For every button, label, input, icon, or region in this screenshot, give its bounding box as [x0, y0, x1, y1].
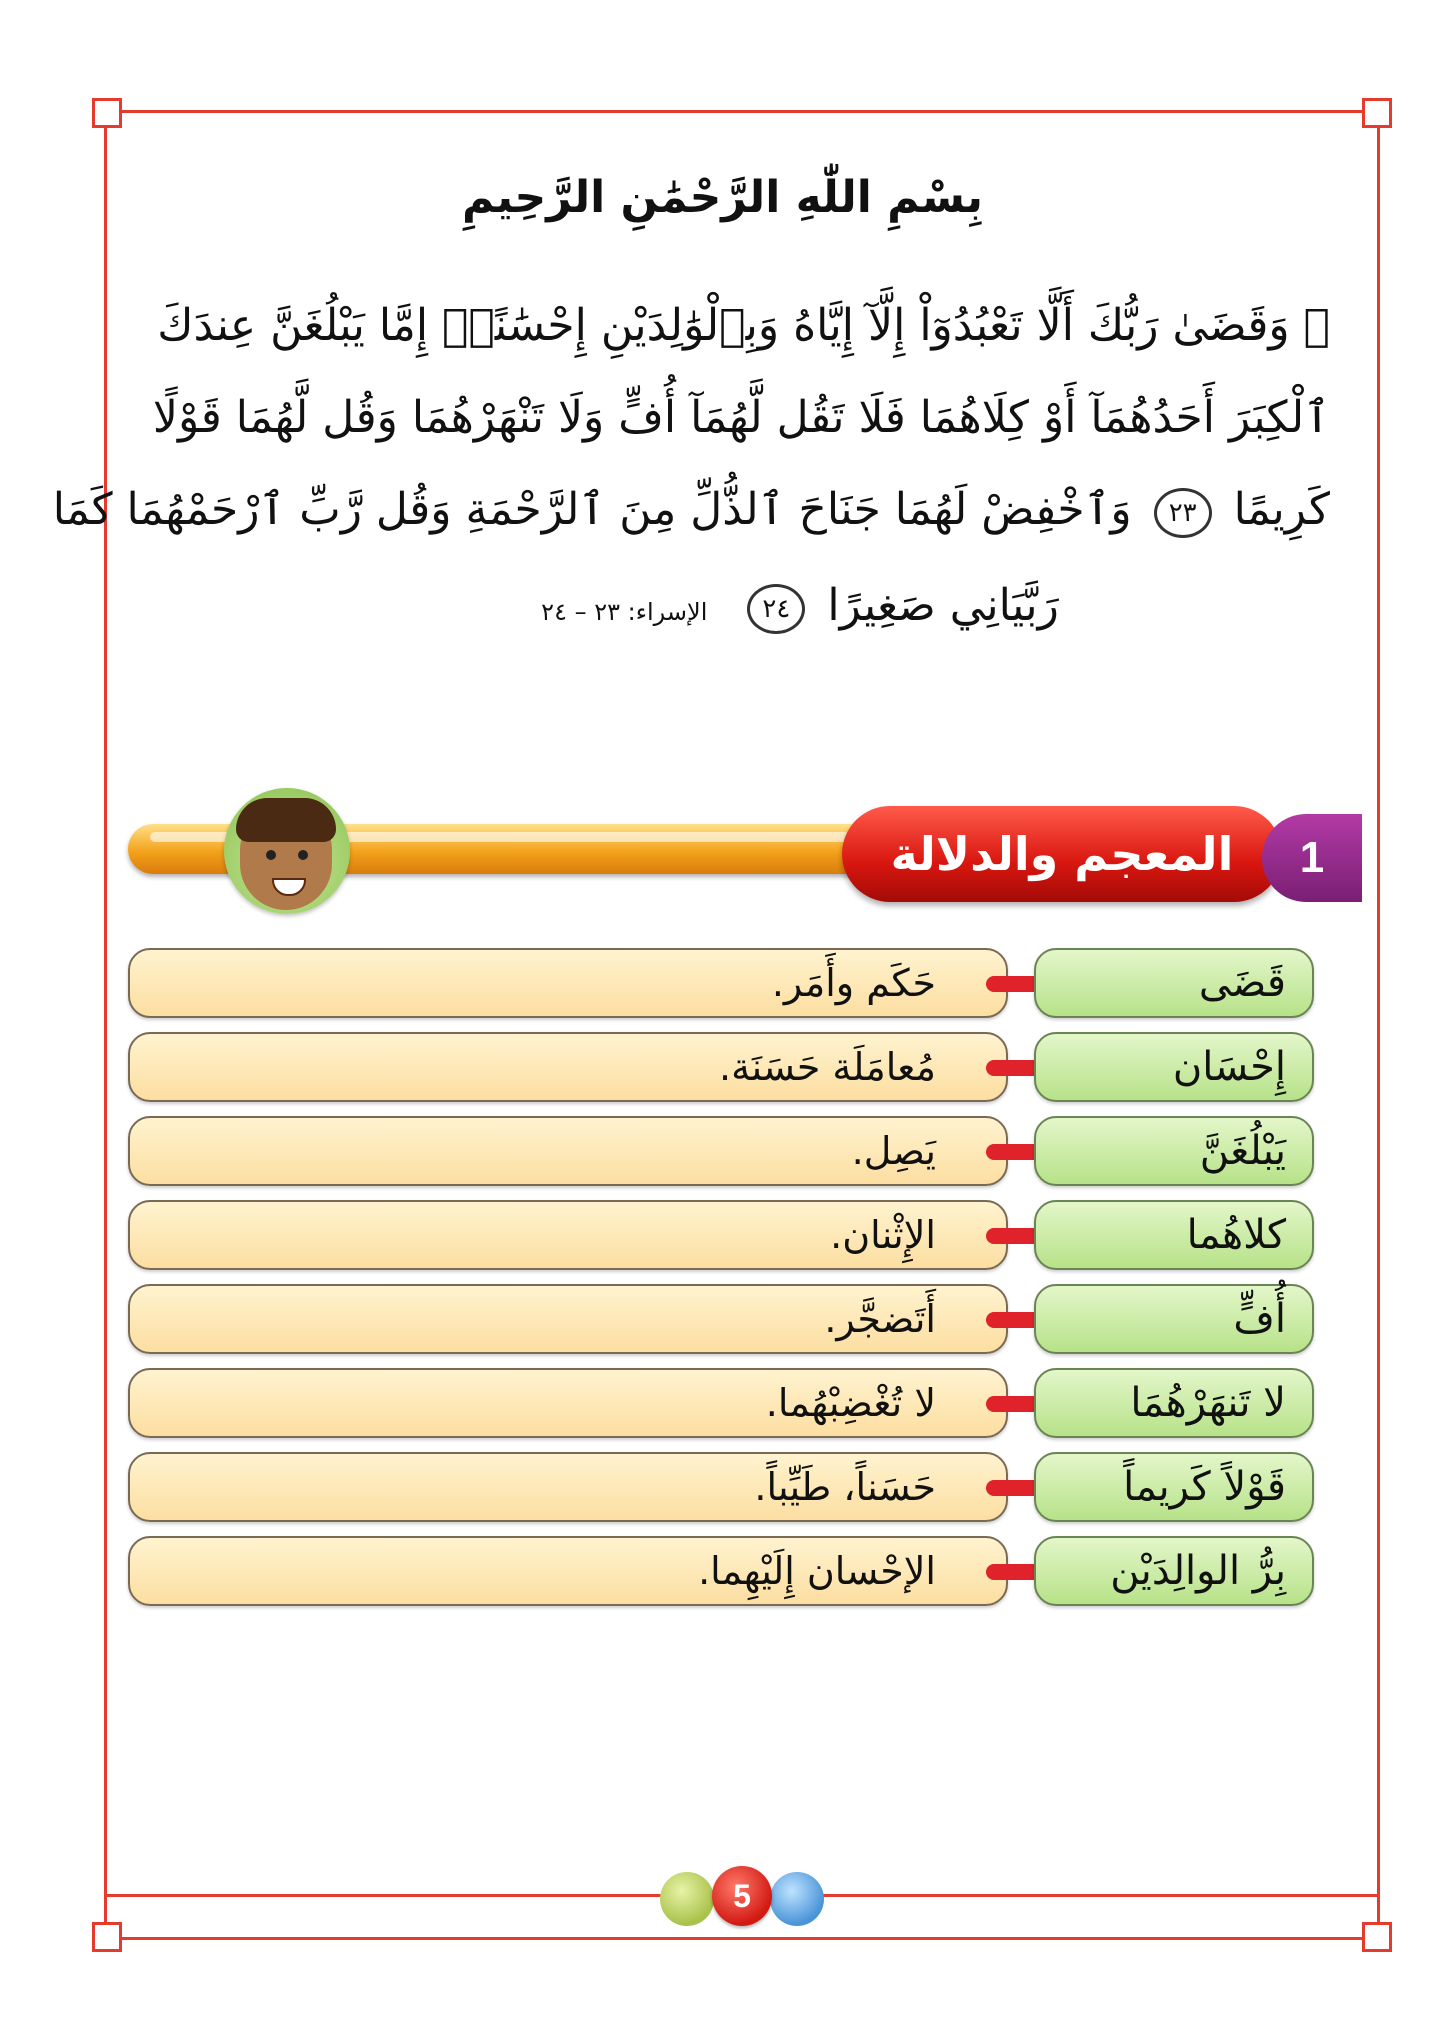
vocab-row — [0, 1116, 1445, 1188]
vocab-meaning: حَسَناً، طَيِّباً. — [128, 1452, 1008, 1522]
verse-line-3-start: كَرِيمًا — [1233, 484, 1330, 535]
ayah-number-23: ٢٣ — [1154, 488, 1212, 538]
vocab-word: كلاهُما — [1034, 1200, 1314, 1270]
vocab-meaning: يَصِل. — [128, 1116, 1008, 1186]
page-number: 5 — [712, 1866, 772, 1926]
vocab-row — [0, 1452, 1445, 1524]
verse-line-2: ٱلْكِبَرَ أَحَدُهُمَآ أَوْ كِلَاهُمَا فَلَا تَقُل لَّهُمَآ أُفٍّ وَلَا تَنْهَرْهُمَا وَقُل لَّهُمَا قَوْلًا — [152, 392, 1330, 443]
vocab-word: بِرُّ الوالِدَيْن — [1034, 1536, 1314, 1606]
verse-line-4 — [540, 580, 1060, 634]
vocab-row — [0, 1032, 1445, 1104]
vocab-meaning: الإحْسان إِلَيْهِما. — [128, 1536, 1008, 1606]
basmala: بِسْمِ اللّٰهِ الرَّحْمَٰنِ الرَّحِيمِ — [462, 172, 983, 223]
vocab-meaning: مُعامَلَة حَسَنَة. — [128, 1032, 1008, 1102]
vocab-meaning: لا تُغْضِبْهُما. — [128, 1368, 1008, 1438]
vocab-meaning: الإِثْنان. — [128, 1200, 1008, 1270]
ayah-number-24: ٢٤ — [747, 584, 805, 634]
vocab-row — [0, 1368, 1445, 1440]
corner-ornament — [1362, 98, 1392, 128]
page-border — [104, 110, 1380, 1940]
verse-line-4-text: رَبَّيَانِي صَغِيرًا — [827, 580, 1059, 631]
boy-avatar-eye — [266, 850, 276, 860]
vocab-row — [0, 1536, 1445, 1608]
decorative-ball — [770, 1872, 824, 1926]
section-title: المعجم والدلالة — [842, 806, 1282, 902]
vocab-meaning: أَتَضجَّر. — [128, 1284, 1008, 1354]
vocab-row — [0, 1200, 1445, 1272]
decorative-ball — [660, 1872, 714, 1926]
vocab-row — [0, 948, 1445, 1020]
vocab-word: لا تَنهَرْهُمَا — [1034, 1368, 1314, 1438]
verse-line-1: ﴿ وَقَضَىٰ رَبُّكَ أَلَّا تَعْبُدُوٓاْ إِلَّآ إِيَّاهُ وَبِٱلْوَٰلِدَيْنِ إِحْسَٰنًاۚ إِمَّا يَبْلُغَنَّ عِندَكَ — [157, 300, 1330, 351]
vocab-word: أُفٍّ — [1034, 1284, 1314, 1354]
corner-ornament — [92, 1922, 122, 1952]
verse-line-3-end: وَٱخْفِضْ لَهُمَا جَنَاحَ ٱلذُّلِّ مِنَ ٱلرَّحْمَةِ وَقُل رَّبِّ ٱرْحَمْهُمَا كَمَا — [52, 484, 1132, 535]
boy-avatar-hair — [236, 798, 336, 842]
verse-reference: الإسراء: ٢٣ – ٢٤ — [541, 598, 708, 626]
section-number: 1 — [1262, 814, 1362, 902]
boy-avatar-eye — [298, 850, 308, 860]
vocab-row — [0, 1284, 1445, 1356]
corner-ornament — [1362, 1922, 1392, 1952]
vocab-word: قَوْلاً كَريماً — [1034, 1452, 1314, 1522]
verse-line-3 — [52, 484, 1330, 538]
corner-ornament — [92, 98, 122, 128]
vocab-word: إِحْسَان — [1034, 1032, 1314, 1102]
vocab-word: قَضَى — [1034, 948, 1314, 1018]
vocab-meaning: حَكَم وأَمَر. — [128, 948, 1008, 1018]
vocab-word: يَبْلُغَنَّ — [1034, 1116, 1314, 1186]
